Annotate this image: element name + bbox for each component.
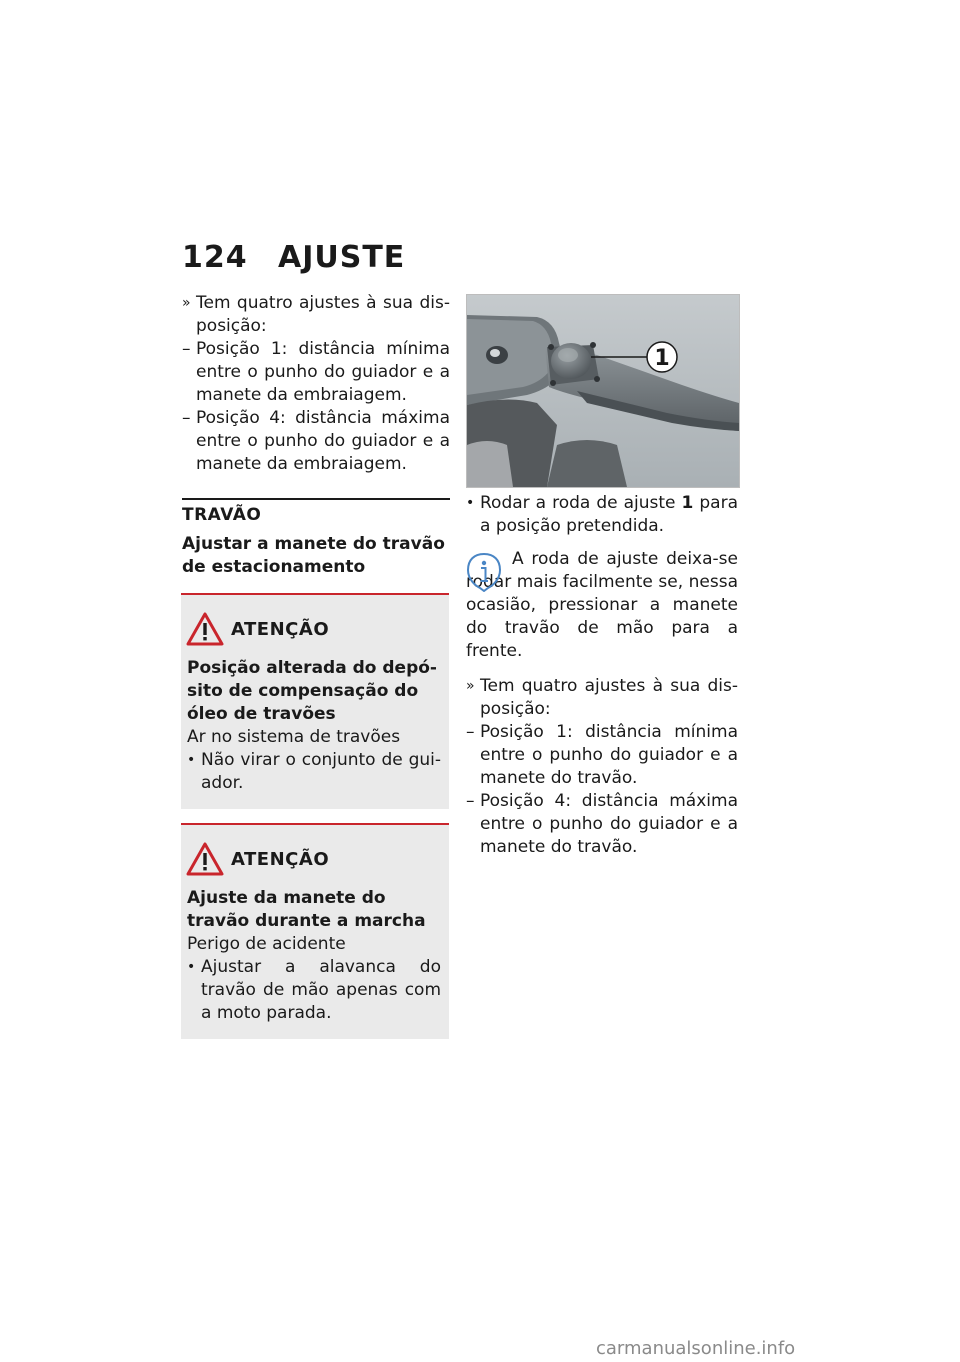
info-note xyxy=(466,548,738,663)
page-number: 124 xyxy=(182,240,248,275)
warning-bullet: • Não virar o conjunto de gui-ador. xyxy=(187,750,441,793)
bullet-icon: • xyxy=(187,959,196,975)
warning-title: ATENÇÃO xyxy=(231,848,330,870)
right-column xyxy=(466,492,738,859)
warning-subtitle: Ajuste da manete do travão durante a marcha xyxy=(187,888,426,931)
chevron-icon: » xyxy=(182,295,191,311)
warning-box xyxy=(181,593,449,809)
watermark: carmanualsonline.info xyxy=(596,1338,796,1359)
list-item: – Posição 1: distância mínima entre o punho do guiador e a manete da embraiagem. xyxy=(182,339,450,405)
page-header xyxy=(182,240,405,275)
section-title: TRAVÃO xyxy=(182,498,450,527)
dash-icon: – xyxy=(182,408,191,428)
dash-icon: – xyxy=(466,722,475,742)
warning-text: Perigo de acidente xyxy=(187,934,346,954)
brake-lever-figure xyxy=(466,294,740,488)
warning-title: ATENÇÃO xyxy=(231,618,330,640)
step-item: • Rodar a roda de ajuste 1 para a posição pretendida. xyxy=(466,493,738,536)
subheading: Ajustar a manete do travão de estacionamento xyxy=(182,534,445,577)
intro-item: » Tem quatro ajustes à sua dis-posição: xyxy=(182,293,450,336)
dash-icon: – xyxy=(182,339,191,359)
page-title: AJUSTE xyxy=(278,240,406,275)
bullet-icon: • xyxy=(466,495,475,511)
warning-triangle-icon xyxy=(185,841,225,877)
warning-text: Ar no sistema de travões xyxy=(187,727,401,747)
dash-icon: – xyxy=(466,791,475,811)
warning-subtitle: Posição alterada do depó-sito de compensação do óleo de travões xyxy=(187,658,437,724)
chevron-icon: » xyxy=(466,678,475,694)
warning-bullet: • Ajustar a alavanca do travão de mão apenas com a moto parada. xyxy=(187,957,441,1023)
list-item: – Posição 4: distância máxima entre o punho do guiador e a manete da embraiagem. xyxy=(182,408,450,474)
info-icon xyxy=(466,552,502,592)
intro-item: » Tem quatro ajustes à sua dis-posição: xyxy=(466,676,738,719)
warning-triangle-icon xyxy=(185,611,225,647)
warning-box xyxy=(181,823,449,1039)
list-item: – Posição 4: distância máxima entre o punho do guiador e a manete do travão. xyxy=(466,791,738,857)
info-text: A roda de ajuste deixa-se rodar mais facilmente se, nessa ocasião, pressionar a manete do travão de mão para a frente. xyxy=(466,549,738,661)
left-column xyxy=(182,292,450,1039)
list-item: – Posição 1: distância mínima entre o punho do guiador e a manete do travão. xyxy=(466,722,738,788)
bullet-icon: • xyxy=(187,752,196,768)
brake-lever-illustration xyxy=(467,295,739,487)
step-reference: 1 xyxy=(681,493,694,513)
callout-label: 1 xyxy=(654,346,670,371)
